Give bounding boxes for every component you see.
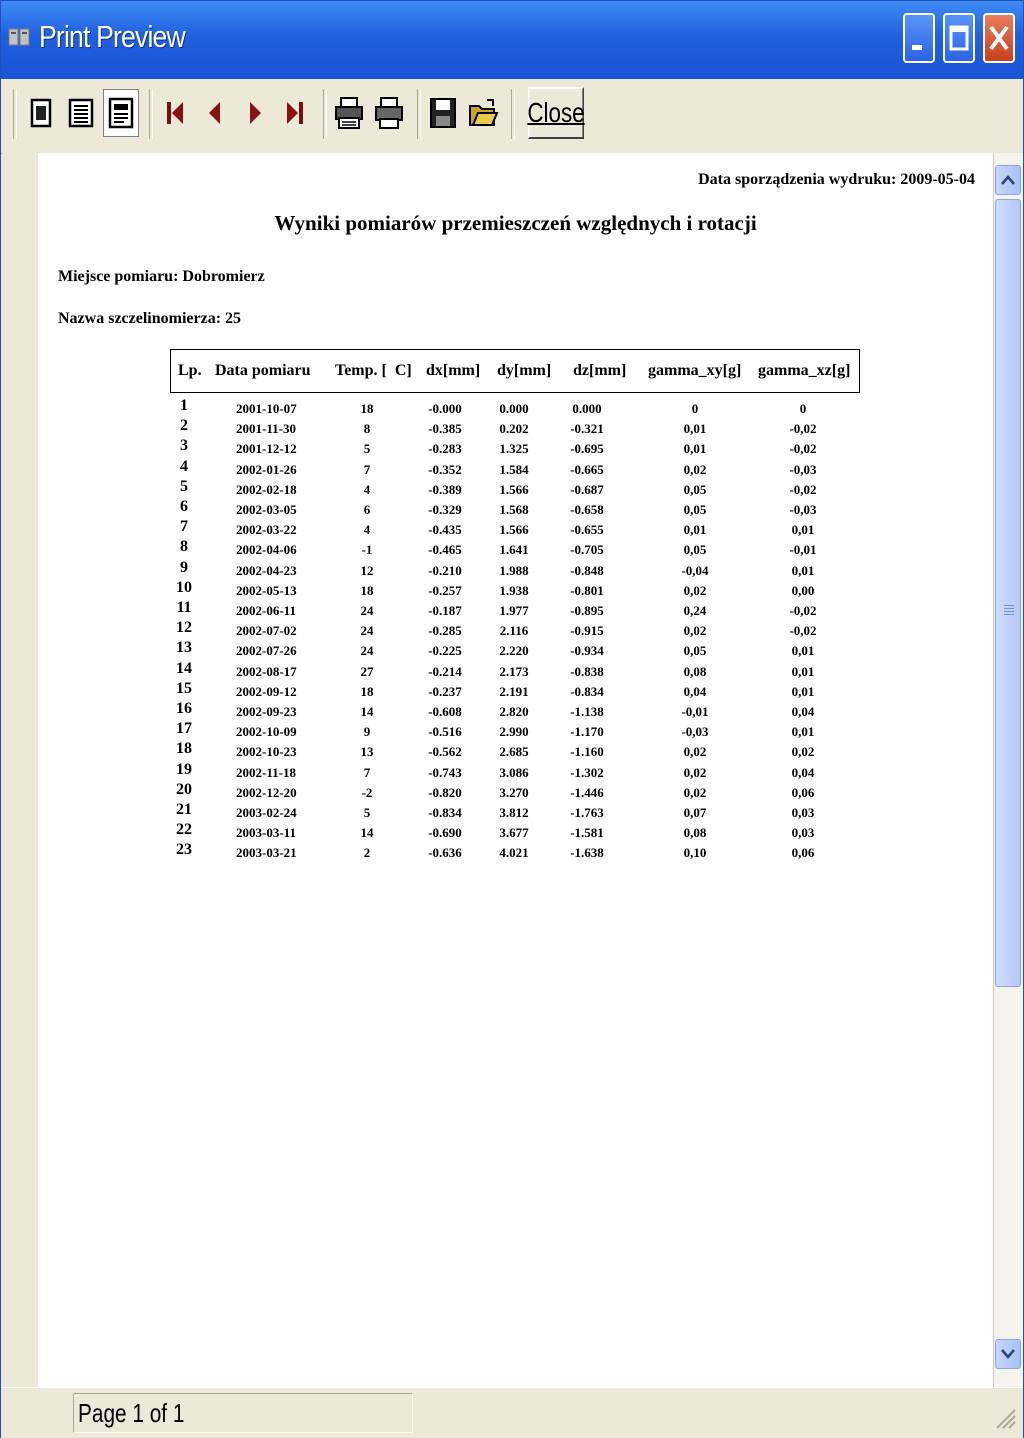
cell-gamma-xy: 0,05 — [683, 502, 707, 517]
cell-lp: 17 — [176, 720, 192, 738]
cell-date: 2002-04-23 — [236, 562, 297, 578]
cell-dy: 1.566 — [499, 522, 529, 538]
cell-dy: 2.685 — [499, 744, 529, 760]
col-header-dx: dx[mm] — [426, 362, 481, 379]
cell-lp: 20 — [176, 780, 192, 798]
cell-gamma-xz: -0,02 — [789, 481, 817, 497]
cell-temp: 13 — [360, 744, 374, 760]
cell-temp: 18 — [360, 401, 374, 416]
cell-gamma-xz: -0,01 — [789, 542, 817, 558]
cell-dy: 2.191 — [499, 683, 529, 699]
status-bar — [1, 1387, 1023, 1438]
cell-dx: -0.257 — [428, 582, 462, 598]
cell-gamma-xz: 0,06 — [791, 845, 815, 861]
vertical-scrollbar[interactable] — [993, 153, 1023, 1387]
cell-gamma-xz: -0,03 — [789, 502, 817, 517]
cell-dy: 3.812 — [499, 805, 529, 820]
cell-gamma-xy: 0,08 — [683, 825, 707, 841]
cell-gamma-xz: 0,06 — [791, 784, 815, 800]
fit-page-button[interactable] — [103, 89, 139, 137]
cell-lp: 18 — [176, 740, 192, 758]
cell-dx: -0.465 — [428, 542, 462, 558]
fit-page-icon — [106, 96, 136, 130]
cell-dy: 1.584 — [499, 461, 529, 477]
col-header-gamma-xz: gamma_xz[g] — [758, 362, 851, 379]
maximize-icon — [947, 25, 971, 51]
cell-date: 2003-02-24 — [236, 805, 297, 820]
preview-page — [38, 153, 993, 1387]
table-row — [38, 520, 993, 540]
cell-gamma-xy: 0,01 — [683, 522, 707, 538]
chevron-up-icon — [1001, 175, 1015, 185]
cell-dz: -0.695 — [570, 441, 604, 457]
cell-temp: 14 — [360, 704, 374, 719]
cell-date: 2002-03-22 — [236, 522, 297, 538]
cell-temp: 27 — [360, 663, 374, 679]
cell-dx: -0.820 — [428, 784, 462, 800]
cell-dy: 1.988 — [499, 562, 529, 578]
cell-dx: -0.516 — [428, 724, 462, 740]
cell-date: 2002-03-05 — [236, 502, 297, 517]
cell-gamma-xy: 0,05 — [683, 643, 707, 659]
thumb-grip-icon — [1004, 605, 1014, 617]
cell-lp: 21 — [176, 801, 192, 818]
cell-lp: 12 — [176, 619, 192, 637]
cell-temp: 7 — [363, 764, 371, 780]
cell-temp: -2 — [361, 784, 373, 800]
cell-dy: 2.220 — [499, 643, 529, 659]
toolbar-separator — [13, 89, 17, 139]
page-indicator: Page 1 of 1 — [78, 1398, 185, 1428]
table-row — [38, 760, 993, 783]
cell-gamma-xz: 0 — [799, 401, 807, 416]
minimize-button[interactable] — [903, 13, 935, 63]
cell-dx: -0.329 — [428, 502, 462, 517]
save-icon — [428, 96, 458, 130]
cell-dx: -0.636 — [428, 845, 462, 861]
cell-dy: 3.270 — [499, 784, 529, 800]
cell-gamma-xz: -0,02 — [789, 623, 817, 639]
cell-date: 2002-02-18 — [236, 481, 297, 497]
cell-gamma-xy: 0,10 — [683, 845, 707, 861]
cell-dz: -0.838 — [570, 663, 604, 679]
cell-dx: -0.435 — [428, 522, 462, 538]
first-page-icon — [163, 98, 187, 128]
cell-lp: 6 — [180, 498, 188, 515]
close-preview-button[interactable] — [528, 87, 584, 139]
cell-date: 2002-10-23 — [236, 744, 297, 760]
table-row — [38, 641, 993, 661]
cell-date: 2001-11-30 — [236, 421, 296, 437]
cell-date: 2002-04-06 — [236, 542, 297, 558]
cell-dx: -0.352 — [428, 461, 462, 477]
table-row — [38, 419, 993, 439]
cell-lp: 4 — [180, 457, 188, 475]
cell-dz: -1.581 — [570, 825, 604, 841]
cell-temp: 24 — [360, 643, 374, 659]
cell-date: 2002-06-11 — [236, 603, 296, 618]
next-page-button[interactable] — [237, 89, 273, 137]
one-page-icon — [27, 97, 55, 129]
cell-gamma-xy: 0,02 — [683, 784, 707, 800]
cell-gamma-xy: -0,03 — [681, 724, 709, 740]
cell-dy: 4.021 — [499, 845, 529, 861]
toolbar — [1, 79, 1023, 154]
cell-dz: -0.848 — [570, 562, 604, 578]
scroll-down-button[interactable] — [995, 1339, 1021, 1369]
print-setup-icon — [333, 96, 365, 130]
cell-temp: 14 — [360, 825, 374, 841]
cell-lp: 16 — [176, 700, 192, 717]
cell-lp: 5 — [180, 477, 188, 495]
cell-dx: -0.562 — [428, 744, 462, 760]
table-row — [38, 558, 993, 581]
cell-lp: 1 — [180, 397, 188, 414]
table-row — [38, 540, 993, 560]
cell-gamma-xy: -0,04 — [681, 562, 709, 578]
cell-dz: -0.834 — [570, 683, 604, 699]
cell-lp: 9 — [180, 558, 188, 576]
cell-dy: 1.977 — [499, 603, 529, 618]
table-row — [38, 601, 993, 621]
cell-dx: -0.743 — [428, 764, 462, 780]
prev-page-button[interactable] — [197, 89, 233, 137]
cell-gamma-xz: 0,01 — [791, 643, 815, 659]
table-row — [38, 578, 993, 601]
last-page-button[interactable] — [277, 89, 313, 137]
cell-dy: 1.568 — [499, 502, 529, 517]
close-icon — [987, 25, 1011, 51]
table-row — [38, 823, 993, 843]
cell-gamma-xy: 0,02 — [683, 623, 707, 639]
scroll-thumb[interactable] — [995, 199, 1021, 987]
cell-gamma-xz: 0,01 — [791, 683, 815, 699]
toolbar-separator — [511, 89, 515, 139]
scroll-up-button[interactable] — [995, 165, 1021, 195]
cell-gamma-xz: 0,04 — [791, 764, 815, 780]
cell-temp: 9 — [363, 724, 371, 740]
toolbar-separator — [149, 89, 153, 139]
cell-lp: 10 — [176, 578, 192, 596]
cell-dz: -0.915 — [570, 623, 604, 639]
cell-lp: 22 — [176, 821, 192, 839]
cell-gamma-xz: 0,03 — [791, 805, 815, 820]
cell-date: 2002-09-23 — [236, 704, 297, 719]
cell-gamma-xz: 0,01 — [791, 522, 815, 538]
cell-lp: 13 — [176, 639, 192, 657]
print-icon — [373, 96, 405, 130]
cell-dz: -0.321 — [570, 421, 604, 437]
cell-dz: -1.138 — [570, 704, 604, 719]
cell-dz: -1.170 — [570, 724, 604, 740]
cell-lp: 2 — [180, 417, 188, 435]
cell-date: 2001-12-12 — [236, 441, 297, 457]
report-title: Wyniki pomiarów przemieszczeń względnych i rotacji — [274, 211, 757, 235]
cell-dy: 2.990 — [499, 724, 529, 740]
cell-gamma-xy: 0,05 — [683, 481, 707, 497]
page-indicator-pane — [73, 1393, 413, 1433]
cell-dz: -0.665 — [570, 461, 604, 477]
cell-dz: -1.302 — [570, 764, 604, 780]
cell-dz: -0.655 — [570, 522, 604, 538]
cell-dx: -0.237 — [428, 683, 462, 699]
cell-dx: -0.214 — [428, 663, 462, 679]
cell-gamma-xy: -0,01 — [681, 704, 709, 719]
cell-temp: 2 — [363, 845, 371, 861]
table-row — [38, 679, 993, 702]
cell-gamma-xy: 0,05 — [683, 542, 707, 558]
cell-lp: 11 — [176, 599, 192, 616]
cell-gamma-xy: 0,02 — [683, 744, 707, 760]
cell-dy: 1.938 — [499, 582, 529, 598]
measurement-place: Miejsce pomiaru: Dobromierz — [58, 268, 265, 285]
cell-temp: 7 — [363, 461, 371, 477]
cell-lp: 19 — [176, 760, 192, 778]
title-bar[interactable] — [1, 1, 1023, 79]
cell-dz: -0.895 — [570, 603, 604, 618]
open-icon — [467, 96, 499, 130]
cell-dy: 3.086 — [499, 764, 529, 780]
crack-meter-name: Nazwa szczelinomierza: 25 — [58, 310, 242, 327]
col-header-dy: dy[mm] — [497, 362, 552, 379]
cell-temp: 5 — [363, 805, 371, 820]
cell-dz: -1.160 — [570, 744, 604, 760]
prev-page-icon — [203, 98, 227, 128]
col-header-temp: Temp. [ C] — [335, 362, 412, 379]
col-header-gamma-xy: gamma_xy[g] — [648, 362, 742, 379]
cell-gamma-xy: 0,02 — [683, 461, 707, 477]
cell-date: 2002-09-12 — [236, 683, 297, 699]
cell-date: 2002-07-02 — [236, 623, 297, 639]
cell-lp: 7 — [180, 518, 188, 536]
cell-dx: -0.285 — [428, 623, 462, 639]
cell-gamma-xy: 0,24 — [683, 603, 707, 618]
cell-date: 2003-03-21 — [236, 845, 297, 861]
cell-dz: -0.658 — [570, 502, 604, 517]
cell-gamma-xy: 0,04 — [683, 683, 707, 699]
cell-lp: 14 — [176, 659, 192, 677]
toolbar-separator — [323, 89, 327, 139]
two-page-button[interactable] — [63, 89, 99, 137]
table-row — [38, 457, 993, 480]
two-page-icon — [66, 97, 96, 129]
cell-dx: -0.389 — [428, 481, 462, 497]
cell-dy: 1.325 — [499, 441, 529, 457]
print-date: Data sporządzenia wydruku: 2009-05-04 — [698, 171, 975, 188]
cell-temp: 6 — [363, 502, 371, 517]
table-row — [38, 722, 993, 742]
cell-gamma-xy: 0,02 — [683, 764, 707, 780]
cell-dz: 0.000 — [572, 401, 602, 416]
cell-dy: 1.641 — [499, 542, 529, 558]
cell-temp: 12 — [360, 562, 374, 578]
table-row — [38, 621, 993, 641]
print-button[interactable] — [371, 89, 407, 137]
cell-date: 2002-11-18 — [236, 764, 296, 780]
table-row — [38, 439, 993, 459]
cell-temp: 8 — [363, 421, 371, 437]
cell-dx: -0.210 — [428, 562, 462, 578]
cell-dz: -0.705 — [570, 542, 604, 558]
cell-date: 2002-07-26 — [236, 643, 297, 659]
cell-dz: -1.638 — [570, 845, 604, 861]
cell-gamma-xz: -0,02 — [789, 603, 817, 618]
cell-gamma-xz: 0,01 — [791, 663, 815, 679]
cell-dx: -0.690 — [428, 825, 462, 841]
toolbar-separator — [417, 89, 421, 139]
cell-date: 2002-12-20 — [236, 784, 297, 800]
table-row — [38, 742, 993, 762]
cell-temp: 18 — [360, 582, 374, 598]
cell-gamma-xy: 0 — [691, 401, 699, 416]
cell-temp: 4 — [363, 522, 371, 538]
cell-date: 2002-08-17 — [236, 663, 297, 679]
col-header-lp: Lp. — [178, 362, 202, 379]
resize-grip-icon[interactable] — [993, 1406, 1017, 1430]
minimize-icon — [907, 25, 931, 51]
cell-lp: 8 — [180, 538, 188, 556]
cell-temp: -1 — [361, 542, 373, 558]
cell-date: 2003-03-11 — [236, 825, 296, 841]
cell-date: 2001-10-07 — [236, 401, 297, 416]
cell-dy: 0.202 — [499, 421, 529, 437]
print-setup-button[interactable] — [331, 89, 367, 137]
cell-dy: 1.566 — [499, 481, 529, 497]
cell-temp: 4 — [363, 481, 371, 497]
close-button-label: Close — [527, 97, 585, 128]
cell-gamma-xz: 0,01 — [791, 562, 815, 578]
chevron-down-icon — [1001, 1349, 1015, 1359]
table-row — [38, 702, 993, 722]
cell-temp: 24 — [360, 603, 374, 618]
table-row — [38, 843, 993, 863]
cell-dx: -0.225 — [428, 643, 462, 659]
cell-date: 2002-05-13 — [236, 582, 297, 598]
cell-gamma-xy: 0,01 — [683, 421, 707, 437]
cell-gamma-xy: 0,01 — [683, 441, 707, 457]
cell-gamma-xz: 0,02 — [791, 744, 815, 760]
cell-dy: 3.677 — [499, 825, 529, 841]
last-page-icon — [283, 98, 307, 128]
table-row — [38, 659, 993, 682]
cell-dz: -1.763 — [570, 805, 604, 820]
first-page-button[interactable] — [157, 89, 193, 137]
cell-temp: 18 — [360, 683, 374, 699]
table-row — [38, 399, 993, 419]
cell-dx: -0.608 — [428, 704, 462, 719]
next-page-icon — [243, 98, 267, 128]
table-row — [38, 500, 993, 520]
cell-lp: 3 — [180, 437, 188, 455]
cell-dz: -0.934 — [570, 643, 604, 659]
cell-dx: -0.834 — [428, 805, 462, 820]
cell-gamma-xz: 0,04 — [791, 704, 815, 719]
cell-dy: 2.820 — [499, 704, 529, 719]
cell-temp: 5 — [363, 441, 371, 457]
cell-dz: -0.801 — [570, 582, 604, 598]
cell-dy: 2.116 — [499, 623, 529, 639]
cell-gamma-xz: 0,01 — [791, 724, 815, 740]
cell-date: 2002-10-09 — [236, 724, 297, 740]
cell-lp: 15 — [176, 679, 192, 697]
cell-dy: 0.000 — [499, 401, 529, 416]
cell-gamma-xz: -0,02 — [789, 441, 817, 457]
cell-dz: -0.687 — [570, 481, 604, 497]
app-icon — [7, 25, 33, 51]
cell-gamma-xz: 0,00 — [791, 582, 815, 598]
cell-gamma-xz: 0,03 — [791, 825, 815, 841]
open-button[interactable] — [465, 89, 501, 137]
cell-dy: 2.173 — [499, 663, 529, 679]
cell-lp: 23 — [176, 841, 192, 859]
cell-dx: -0.000 — [428, 401, 462, 416]
table-row — [38, 780, 993, 803]
save-button[interactable] — [425, 89, 461, 137]
cell-dz: -1.446 — [570, 784, 604, 800]
cell-gamma-xy: 0,02 — [683, 582, 707, 598]
cell-dx: -0.283 — [428, 441, 462, 457]
table-row — [38, 803, 993, 823]
cell-gamma-xy: 0,08 — [683, 663, 707, 679]
cell-gamma-xz: -0,02 — [789, 421, 817, 437]
maximize-button[interactable] — [943, 13, 975, 63]
cell-dx: -0.385 — [428, 421, 462, 437]
cell-gamma-xy: 0,07 — [683, 805, 707, 820]
cell-temp: 24 — [360, 623, 374, 639]
cell-dx: -0.187 — [428, 603, 462, 618]
col-header-date: Data pomiaru — [215, 362, 311, 379]
one-page-button[interactable] — [23, 89, 59, 137]
cell-date: 2002-01-26 — [236, 461, 297, 477]
cell-gamma-xz: -0,03 — [789, 461, 817, 477]
table-row — [38, 477, 993, 500]
window-title: Print Preview — [39, 19, 185, 54]
window-close-button[interactable] — [983, 13, 1015, 63]
col-header-dz: dz[mm] — [573, 362, 627, 379]
